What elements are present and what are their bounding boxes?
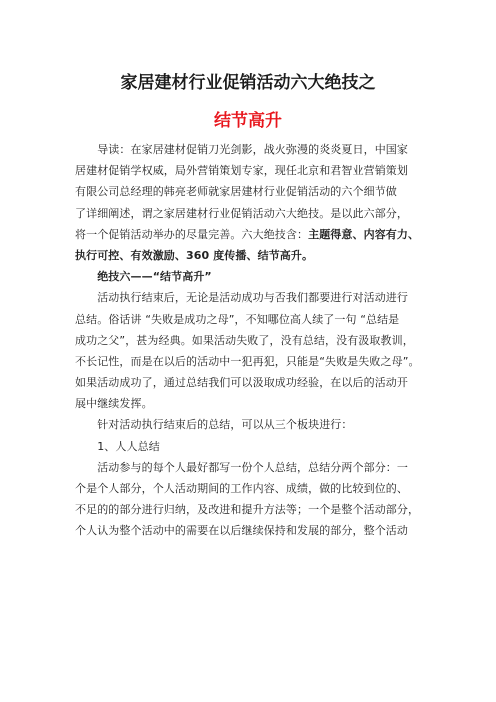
paragraph-line: 个是个人部分，个人活动期间的工作内容、成绩，做的比较到位的、 [75,482,408,495]
paragraph-line: 针对活动执行结束后的总结，可以从三个板块进行： [75,418,353,432]
section-heading: 绝技六——“结节高升” [75,270,212,284]
paragraph-line: 个人认为整个活动中的需要在以后继续保持和发展的部分，整个活动 [75,524,408,538]
paragraph-line: 活动参与的每个人最好都写一份个人总结，总结分两个部分：一 [75,460,408,474]
intro-bold-text: 主题得意、内容有力、 [308,227,420,241]
intro-line: 了详细阐述，谓之家居建材行业促销活动六大绝技。是以此六部分， [75,206,408,220]
intro-line: 有限公司总经理的韩亮老师就家居建材行业促销活动的六个细节做 [75,185,397,199]
paragraph-line: 总结。俗话讲 “失败是成功之母”，不知哪位高人续了一句 “总结是 [75,312,400,326]
paragraph-line: 成功之父”，甚为经典。如果活动失败了，没有总结，没有汲取教训， [75,333,414,347]
paragraph-line: 不长记性，而是在以后的活动中一犯再犯，只能是“失败是失败之母”。 [75,354,420,368]
document-body [75,139,431,542]
paragraph-line: 展中继续发挥。 [75,397,153,411]
document-title: 家居建材行业促销活动六大绝技之 [120,73,376,93]
paragraph-line: 不足的的部分进行归纳，及改进和提升方法等；一个是整个活动部分， [75,503,420,517]
paragraph-line: 活动执行结束后，无论是活动成功与否我们都要进行对活动进行 [75,291,408,305]
intro-text: 将一个促销活动举办的尽量完善。六大绝技含： [75,227,309,241]
intro-line [75,224,431,245]
intro-bold-line: 执行可控、有效激励、360 度传播、结节高升。 [75,248,314,262]
intro-line: 居建材促销学权威，局外营销策划专家，现任北京和君智业营销策划 [75,164,408,178]
document-subtitle: 结节高升 [214,111,282,131]
paragraph-line: 如果活动成功了，通过总结我们可以汲取成功经验，在以后的活动开 [75,376,408,390]
intro-line: 导读：在家居建材促销刀光剑影，战火弥漫的炎炎夏日，中国家 [75,143,408,156]
list-item-heading: 1、人人总结 [75,439,160,453]
